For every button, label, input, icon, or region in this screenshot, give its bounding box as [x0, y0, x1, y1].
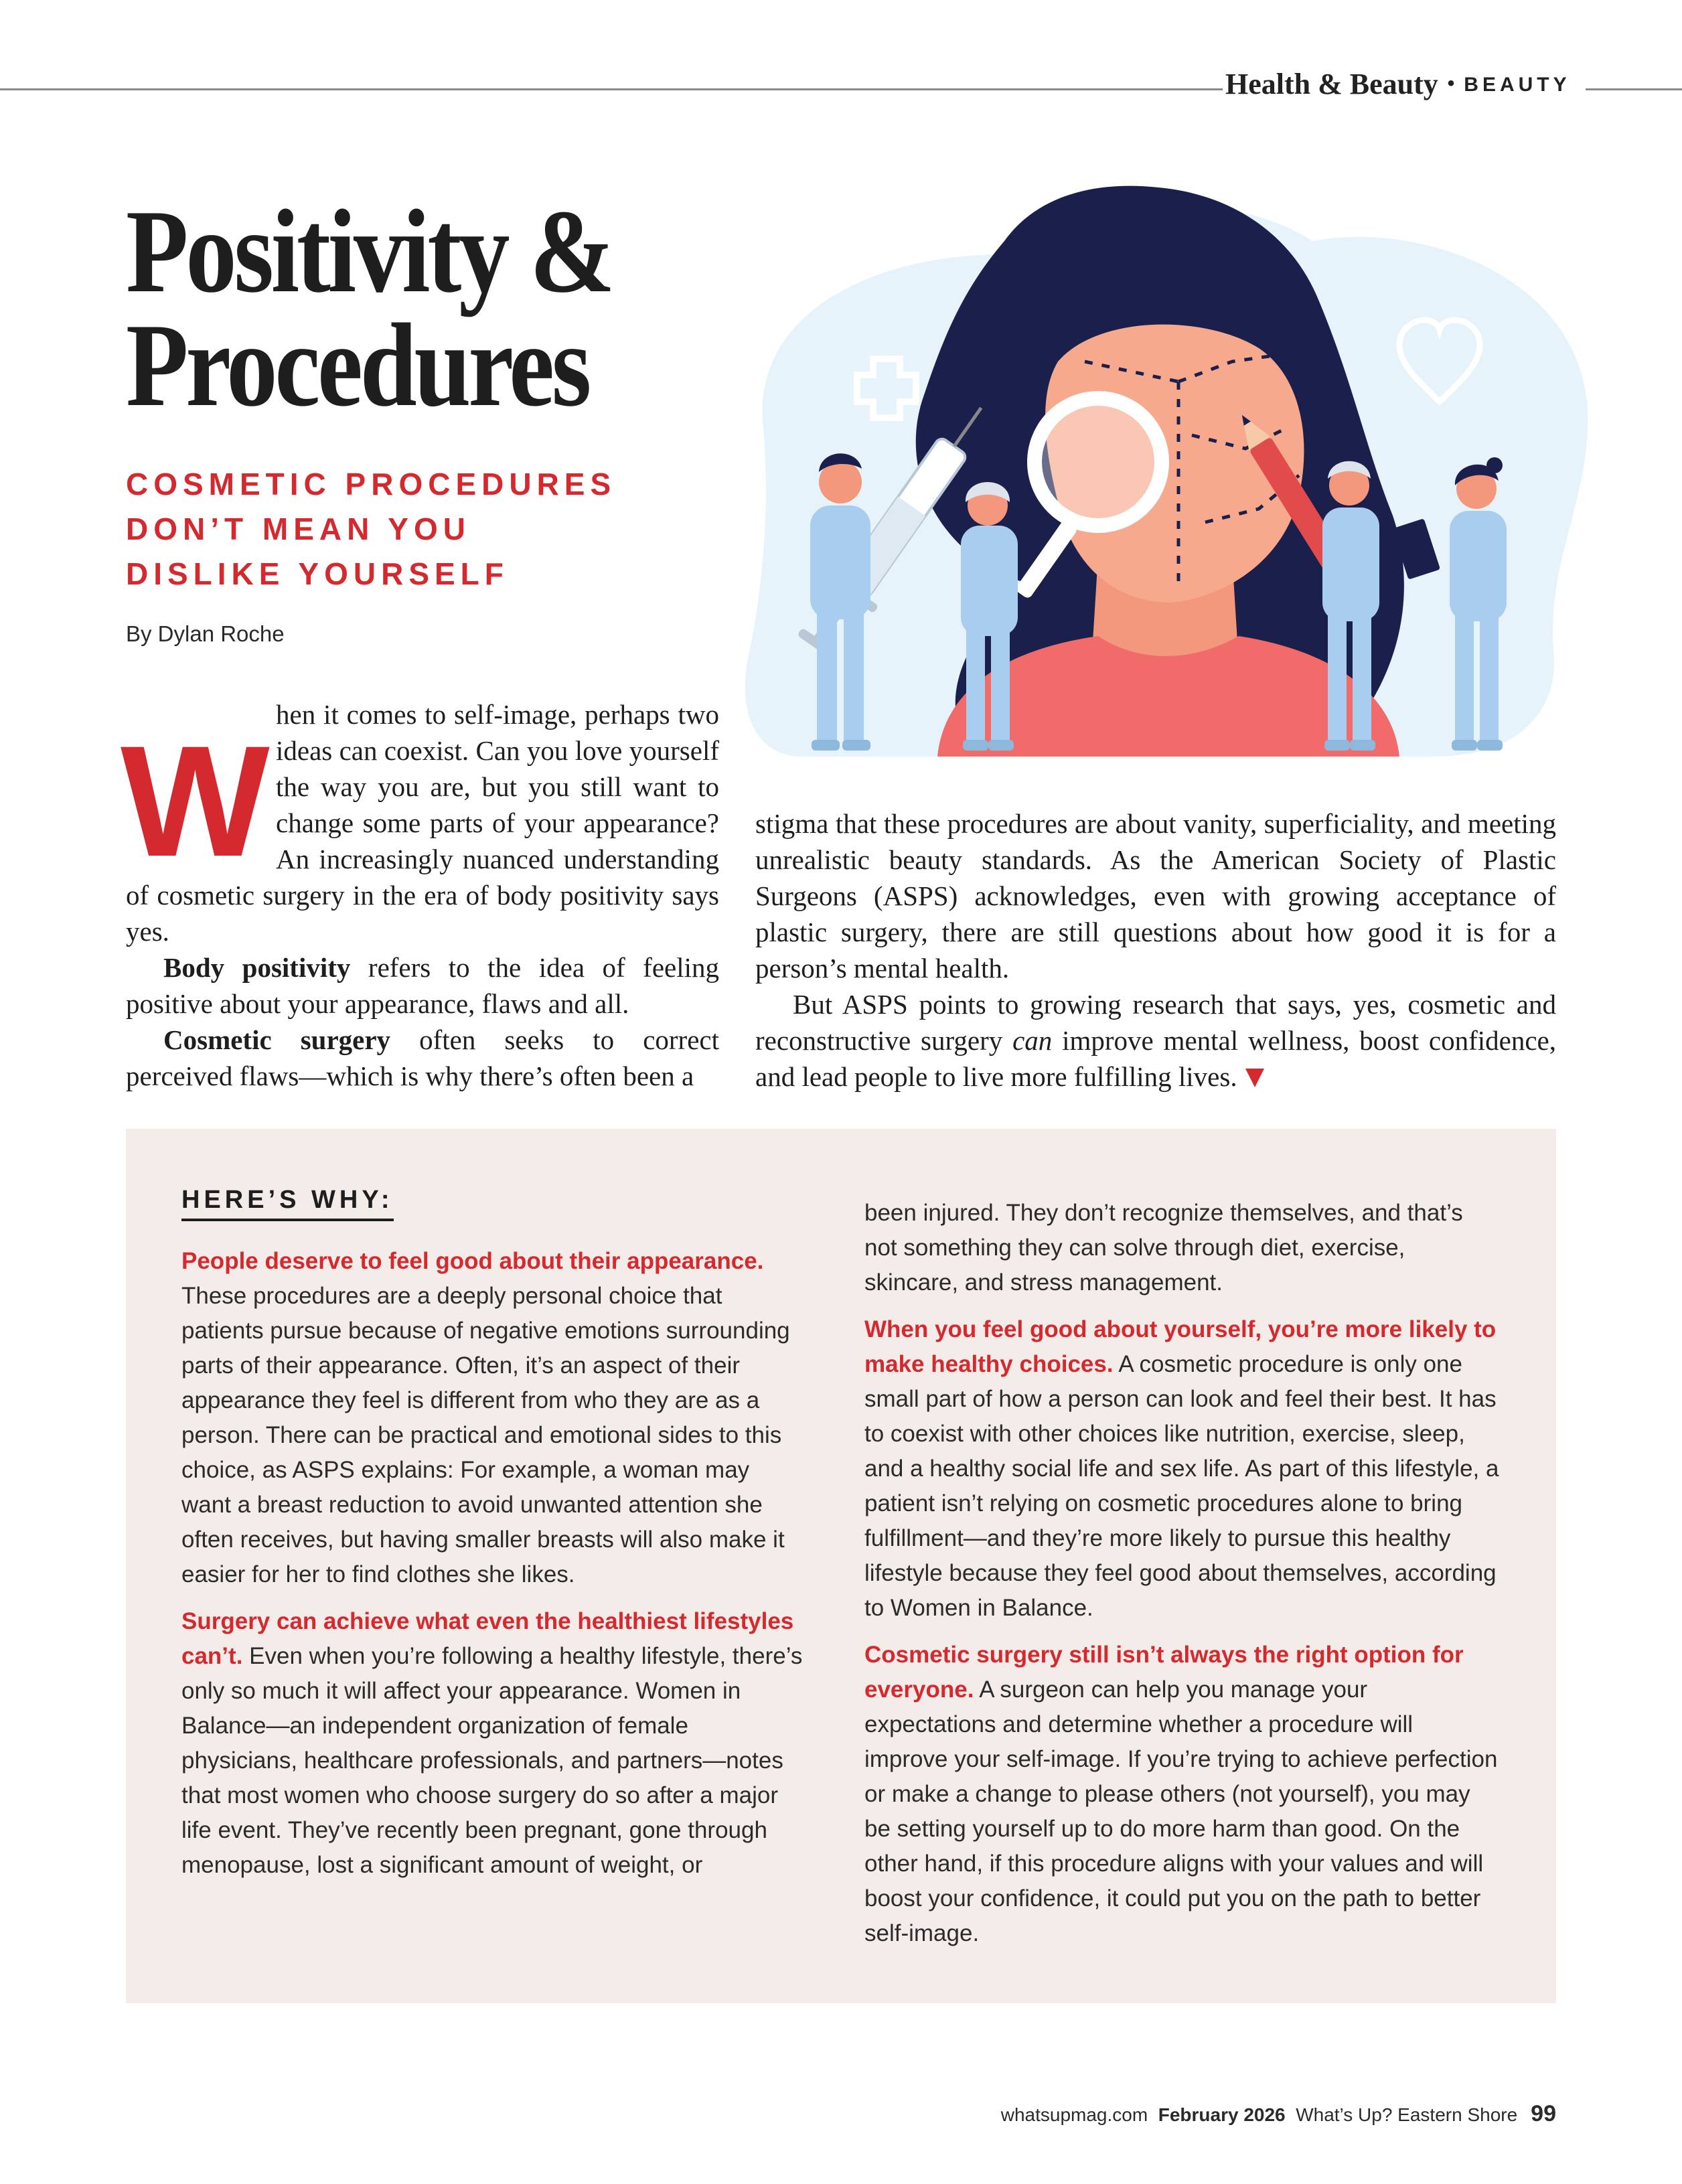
paragraph-asps-text-b: improve mental wellness, boost confidence, and lead people to live more fulfilling lives.: [755, 1025, 1556, 1092]
term-body-positivity: Body positivity: [163, 952, 351, 983]
end-mark-icon: [1245, 1069, 1264, 1087]
footer-issue: February 2026: [1158, 2104, 1286, 2125]
sidebar-point-text: Even when you’re following a healthy lifestyle, there’s only so much it will affect your appearance. Women in Balance—an independent organization of female physicians, healthcare professionals, and partners—notes that most women who choose surgery do so after a major life event. They’ve recently been pregnant, gone through menopause, lost a significant amount of weight, or: [181, 1643, 803, 1878]
header-separator: •: [1447, 72, 1455, 94]
subtitle-line-3: DISLIKE YOURSELF: [126, 556, 509, 591]
subtitle-line-1: COSMETIC PROCEDURES: [126, 467, 617, 501]
sidebar-point-lead: Surgery can achieve what even the healthiest lifestyles can’t.: [181, 1608, 794, 1669]
byline: By Dylan Roche: [126, 621, 285, 646]
paragraph-asps-text-a: But ASPS points to growing research that says, yes, cosmetic and reconstructive surgery: [755, 989, 1556, 1056]
article-column-1: [121, 696, 720, 1094]
article-column-2: [755, 805, 1556, 1095]
heres-why-sidebar: [126, 1129, 1556, 2003]
sidebar-point-text: A surgeon can help you manage your expectations and determine whether a procedure will improve your self-image. If you’re trying to achieve perfection or make a change to please others (not yourself), you may be setting yourself up to do more harm than good. On the other hand, if this procedure aligns with your values and will boost your confidence, it could put you on the path to better self-image.: [864, 1676, 1498, 1946]
paragraph-body-positivity-text: refers to the idea of feeling positive about your appearance, flaws and all.: [126, 952, 720, 1019]
sidebar-point-right-option: [864, 1638, 1501, 1951]
sidebar-point-appearance: [181, 1244, 804, 1592]
paragraph-stigma: stigma that these procedures are about vanity, superficiality, and meeting unrealistic beauty standards. As the American Society of Plastic Surgeons (ASPS) acknowledges, even with growing acceptance of plastic surgery, there are still questions about how good it is for a person’s mental health.: [755, 808, 1556, 984]
header-rule-left: [0, 88, 1223, 90]
term-cosmetic-surgery: Cosmetic surgery: [163, 1024, 391, 1055]
article-title: [126, 185, 644, 431]
header-rule-right: [1586, 88, 1682, 90]
section-header: [1225, 67, 1587, 101]
paragraph-body-positivity: [126, 949, 719, 1022]
section-name: Health & Beauty: [1225, 68, 1438, 100]
title-line-2: Procedures: [126, 299, 589, 431]
sidebar-heading: HERE’S WHY:: [181, 1182, 394, 1221]
paragraph-intro: hen it comes to self-image, perhaps two ideas can coexist. Can you love yourself the way you are, but you still want to change some parts of your appearance? An increasingly nuanced understanding of cosmetic surgery in the era of body positivity says yes.: [126, 699, 719, 947]
footer-site: whatsupmag.com: [1000, 2104, 1148, 2125]
footer-publication: What’s Up? Eastern Shore: [1296, 2104, 1518, 2125]
title-line-1: Positivity &: [126, 185, 613, 317]
paragraph-cosmetic-surgery-text: often seeks to correct perceived flaws—which is why there’s often been a: [126, 1024, 719, 1091]
drop-cap: W: [121, 713, 270, 890]
sidebar-point-text: These procedures are a deeply personal choice that patients pursue because of negative emotions surrounding parts of their appearance. Often, it’s an aspect of their appearance they feel is different from who they are as a person. There can be practical and emotional sides to this choice, as ASPS explains: For example, a woman may want a breast reduction to avoid unwanted attention she often receives, but having smaller breasts will also make it easier for her to find clothes she likes.: [181, 1283, 790, 1587]
sidebar-point-continued: been injured. They don’t recognize themselves, and that’s not something they can solve through diet, exercise, skincare, and stress management.: [864, 1200, 1463, 1296]
paragraph-cosmetic-surgery: [126, 1022, 719, 1094]
sidebar-point-text: A cosmetic procedure is only one small part of how a person can look and feel their best. It has to coexist with other choices like nutrition, exercise, sleep, and a healthy social life and sex life. As part of this lifestyle, a patient isn’t relying on cosmetic procedures alone to bring fulfillment—and they’re more likely to pursue this healthy lifestyle because they feel good about themselves, according to Women in Balance.: [864, 1351, 1499, 1621]
article-subtitle: [126, 462, 729, 597]
sidebar-point-lead: People deserve to feel good about their appearance.: [181, 1248, 764, 1274]
paragraph-asps-research: [755, 986, 1556, 1095]
sidebar-point-lead: When you feel good about yourself, you’re more likely to make healthy choices.: [864, 1316, 1497, 1377]
page-number: 99: [1531, 2101, 1556, 2126]
section-category: BEAUTY: [1464, 74, 1571, 96]
sidebar-column-2: [864, 1196, 1501, 1963]
sidebar-point-lead: Cosmetic surgery still isn’t always the right option for everyone.: [864, 1642, 1464, 1703]
cosmetic-surgery-illustration: [723, 181, 1594, 757]
emphasis-can: can: [1012, 1025, 1053, 1056]
sidebar-point-lifestyle: [181, 1604, 804, 1883]
page-footer: [1001, 2101, 1556, 2127]
subtitle-line-2: DON’T MEAN YOU: [126, 512, 471, 546]
sidebar-point-healthy-choices: [864, 1312, 1501, 1626]
sidebar-column-1: [181, 1182, 804, 1895]
